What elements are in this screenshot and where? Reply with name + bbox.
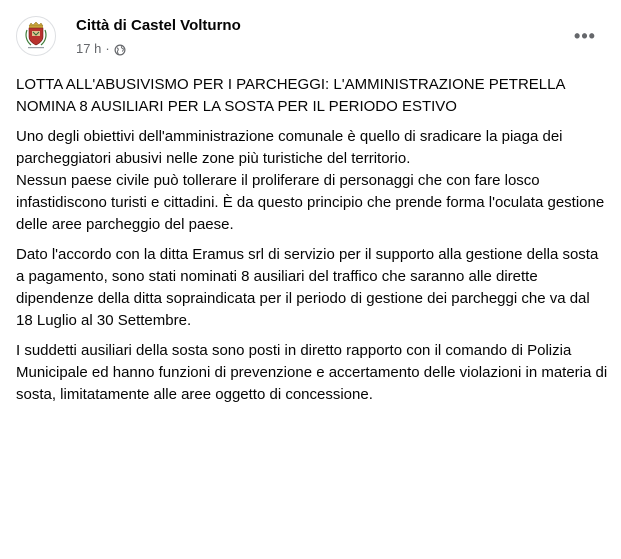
post-meta [76, 40, 126, 58]
post-body [16, 74, 610, 414]
more-options-button[interactable] [567, 22, 603, 50]
post-paragraph: I suddetti ausiliari della sosta sono posti in diretto rapporto con il comando di Polizia Municipale ed hanno funzioni di prevenzione e accertamento delle violazioni in materia di sosta, limitatamente alle aree oggetto di concessione. [16, 342, 608, 403]
post-paragraph: Dato l'accordo con la ditta Eramus srl di servizio per il supporto alla gestione della sosta a pagamento, sono stati nominati 8 ausiliari del traffico che saranno alle dirette dipendenze della ditta sopraindicata per il periodo di gestione dei parcheggi che va dal 18 Luglio al 30 Settembre. [16, 246, 599, 329]
post-paragraph: Uno degli obiettivi dell'amministrazione comunale è quello di sradicare la piaga dei parcheggiatori abusivi nelle zone più turistiche del territorio. Nessun paese civile può tollerare il proliferare di personaggi che con fare losco infastidiscono turisti e cittadini. È da questo principio che prende forma l'oculata gestione delle aree parcheggio del paese. [16, 128, 605, 233]
page-avatar[interactable] [16, 16, 56, 56]
page-name-link[interactable]: Città di Castel Volturno [76, 17, 241, 34]
post-header [0, 0, 621, 70]
more-horizontal-icon: ••• [574, 26, 596, 46]
globe-icon[interactable] [114, 43, 126, 55]
meta-separator: · [105, 41, 110, 56]
coat-of-arms-logo [17, 17, 55, 55]
post-timestamp[interactable]: 17 h [76, 41, 102, 56]
post-title: LOTTA ALL'ABUSIVISMO PER I PARCHEGGI: L'AMMINISTRAZIONE PETRELLA NOMINA 8 AUSILIARI PER LA SOSTA PER IL PERIODO ESTIVO [16, 76, 565, 115]
